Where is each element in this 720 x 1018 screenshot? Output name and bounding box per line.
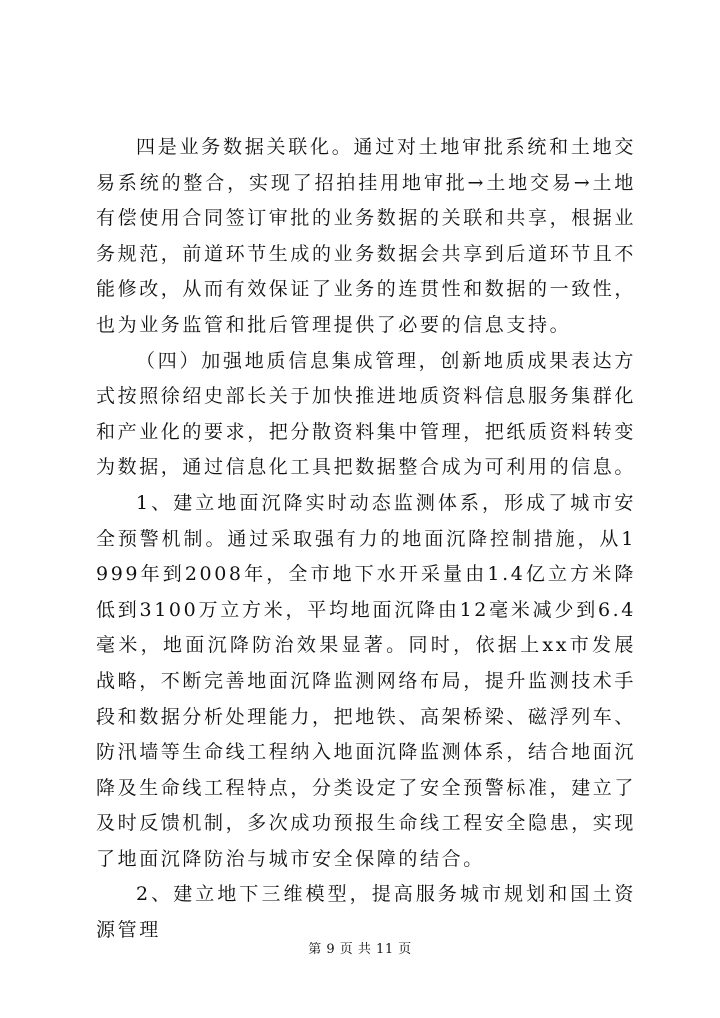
document-body <box>96 130 636 949</box>
paragraph-land-subsidence: 1、建立地面沉降实时动态监测体系，形成了城市安全预警机制。通过采取强有力的地面沉降控制措施，从1999年到2008年，全市地下水开采量由1.4亿立方米降低到3100万立方米，平均地面沉降由12毫米减少到6.4毫米，地面沉降防治效果显著。同时，依据上xx市发展战略，不断完善地面沉降监测网络布局，提升监测技术手段和数据分析处理能力，把地铁、高架桥梁、磁浮列车、防汛墙等生命线工程纳入地面沉降监测体系，结合地面沉降及生命线工程特点，分类设定了安全预警标准，建立了及时反馈机制，多次成功预报生命线工程安全隐患，实现了地面沉降防治与城市安全保障的结合。 <box>96 491 637 870</box>
paragraph-geology-info: （四）加强地质信息集成管理，创新地质成果表达方式按照徐绍史部长关于加快推进地质资料信息服务集群化和产业化的要求，把分散资料集中管理，把纸质资料转变为数据，通过信息化工具把数据整合成为可利用的信息。 <box>96 349 637 479</box>
page-footer <box>0 938 720 957</box>
paragraph-3d-model: 2、建立地下三维模型，提高服务城市规划和国土资源管理 <box>96 883 636 942</box>
paragraph-business-data: 四是业务数据关联化。通过对土地审批系统和土地交易系统的整合，实现了招拍挂用地审批→土地交易→土地有偿使用合同签订审批的业务数据的关联和共享，根据业务规范，前道环节生成的业务数据会共享到后道环节且不能修改，从而有效保证了业务的连贯性和数据的一致性，也为业务监管和批后管理提供了必要的信息支持。 <box>96 136 637 336</box>
page-number: 第 9 页 共 11 页 <box>308 942 412 957</box>
